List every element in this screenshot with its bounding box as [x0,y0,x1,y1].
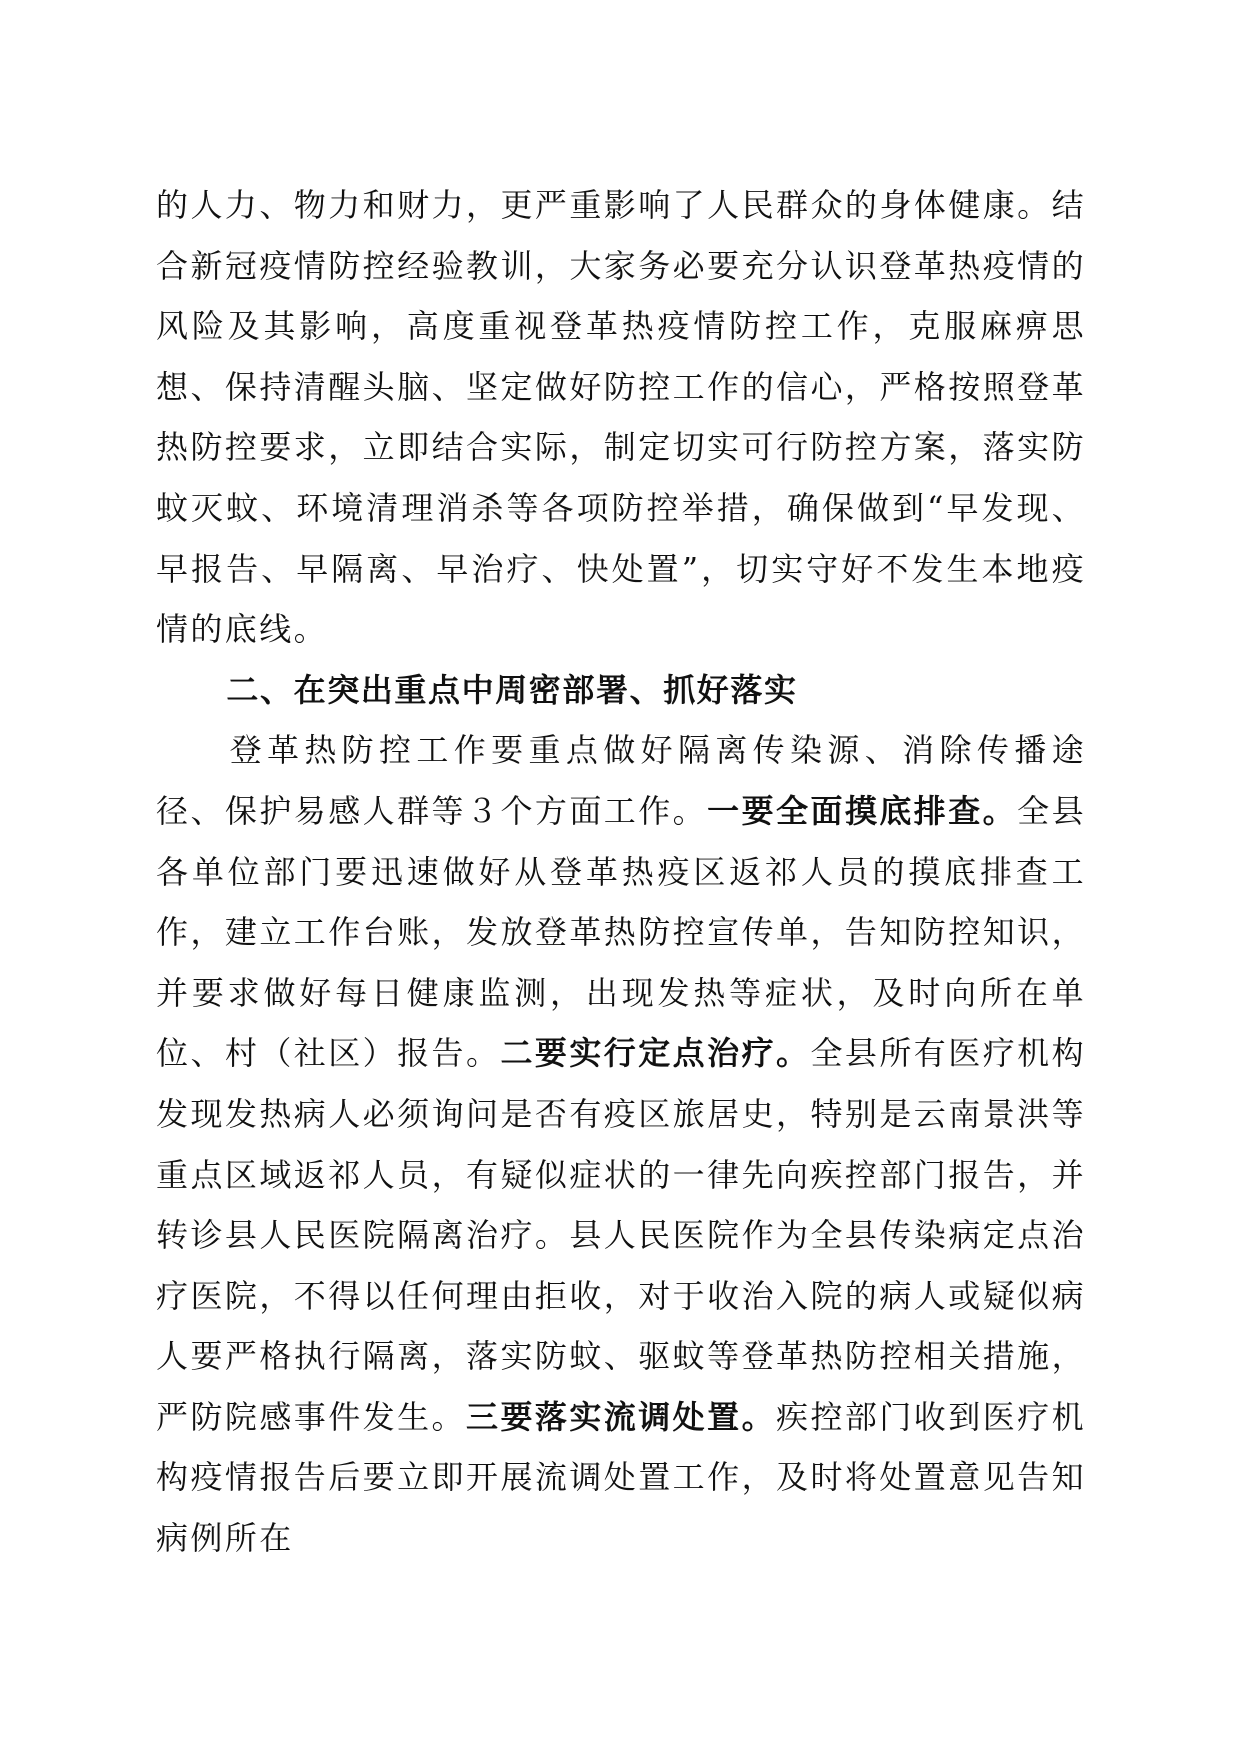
paragraph-intro: 登革热防控工作要重点做好隔离传染源、消除传播途径、保护易感人群等３个方面工作。 [156,731,1086,830]
section-heading: 二、在突出重点中周密部署、抓好落实 [226,670,798,709]
paragraph-continued [156,175,1086,660]
paragraph-key-points [156,720,1086,1568]
point-1-title: 一要全面摸底排查。 [707,791,1018,830]
paragraph-text: 的人力、物力和财力，更严重影响了人民群众的身体健康。结合新冠疫情防控经验教训，大家务必要充分认识登革热疫情的风险及其影响，高度重视登革热疫情防控工作，克服麻痹思想、保持清醒头脑、坚定做好防控工作的信心，严格按照登革热防控要求，立即结合实际，制定切实可行防控方案，落实防蚊灭蚊、环境清理消杀等各项防控举措，确保做到“早发现、早报告、早隔离、早治疗、快处置”，切实守好不发生本地疫情的底线。 [156,186,1086,649]
point-2-title: 二要实行定点治疗。 [500,1034,811,1073]
point-2-text: 全县所有医疗机构发现发热病人必须询问是否有疫区旅居史，特别是云南景洪等重点区域返祁人员，有疑似症状的一律先向疾控部门报告，并转诊县人民医院隔离治疗。县人民医院作为全县传染病定点治疗医院，不得以任何理由拒收，对于收治入院的病人或疑似病人要严格执行隔离，落实防蚊、驱蚊等登革热防控相关措施，严防院感事件发生。 [156,1034,1086,1436]
point-3-text: 疾控部门收到医疗机构疫情报告后要立即开展流调处置工作，及时将处置意见告知病例所在 [156,1397,1086,1558]
point-3-title: 三要落实流调处置。 [466,1397,777,1436]
document-body [156,175,1086,1569]
point-1-text: 全县各单位部门要迅速做好从登革热疫区返祁人员的摸底排查工作，建立工作台账，发放登革热防控宣传单，告知防控知识，并要求做好每日健康监测，出现发热等症状，及时向所在单位、村（社区）报告。 [156,791,1086,1073]
